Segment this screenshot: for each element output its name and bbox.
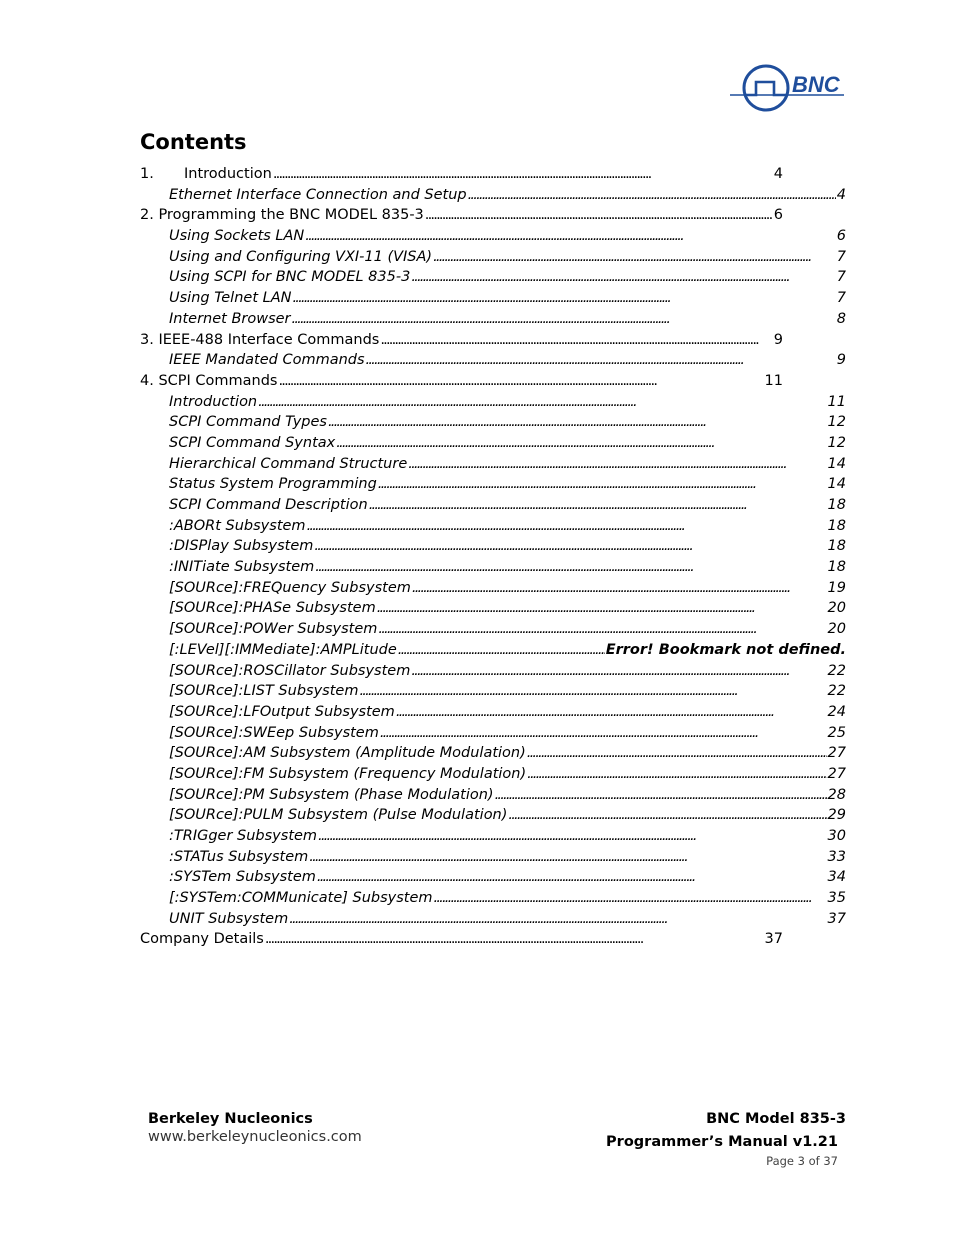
toc-leader-dots: [307, 516, 827, 537]
toc-entry-page: 11: [827, 393, 846, 410]
toc-leader-dots: [359, 681, 826, 702]
toc-entry-title: [SOURce]:LFOutput Subsystem: [169, 703, 395, 720]
toc-leader-dots: [434, 888, 827, 909]
toc-leader-dots: [317, 867, 827, 888]
toc-entry[interactable]: [140, 433, 846, 454]
toc-entry-page: 34: [827, 869, 846, 886]
toc-entry-title: Using and Configuring VXI-11 (VISA): [169, 248, 433, 265]
toc-entry[interactable]: [140, 247, 846, 268]
toc-leader-dots: [396, 702, 827, 723]
toc-entry-page: 20: [827, 621, 846, 638]
toc-entry[interactable]: [140, 661, 846, 682]
toc-leader-dots: [433, 247, 836, 268]
toc-entry-title: :INITiate Subsystem: [169, 559, 315, 576]
toc-entry-page: 28: [827, 786, 846, 803]
footer-page-number: Page 3 of 37: [766, 1154, 838, 1168]
toc-entry-title: [SOURce]:PULM Subsystem (Pulse Modulation): [169, 807, 508, 824]
toc-entry[interactable]: [140, 619, 846, 640]
toc-entry-page: 12: [827, 434, 846, 451]
toc-entry-page: 29: [827, 807, 846, 824]
toc-entry-page: 7: [836, 269, 846, 286]
toc-entry-title: SCPI Command Description: [169, 497, 368, 513]
toc-entry[interactable]: [140, 185, 846, 206]
toc-entry-page: 7: [836, 290, 846, 307]
toc-leader-dots: [318, 826, 827, 847]
toc-entry[interactable]: [140, 495, 846, 516]
footer-url[interactable]: www.berkeleynucleonics.com: [148, 1129, 362, 1145]
toc-leader-dots: [328, 412, 827, 433]
toc-leader-dots: [425, 205, 773, 226]
toc-entry-page: 30: [827, 828, 846, 844]
toc-entry-number: 1.: [140, 166, 154, 182]
toc-entry-page: 6: [836, 228, 846, 245]
toc-leader-dots: [278, 371, 763, 392]
toc-entry-page: 37: [827, 910, 846, 927]
toc-entry-title: [:LEVel][:IMMediate]:AMPLitude: [169, 641, 397, 658]
toc-entry[interactable]: [140, 578, 846, 599]
toc-entry[interactable]: [140, 847, 846, 868]
toc-leader-dots: [377, 598, 827, 619]
toc-entry-title: SCPI Command Syntax: [169, 434, 336, 451]
toc-entry-title: [SOURce]:FREQuency Subsystem: [169, 579, 411, 596]
toc-entry-page: 33: [827, 848, 846, 865]
toc-entry[interactable]: [140, 785, 846, 806]
toc-leader-dots: [314, 536, 826, 557]
toc-entry-error: Error! Bookmark not defined.: [605, 641, 846, 658]
toc-entry[interactable]: [140, 309, 846, 330]
toc-entry-title: Internet Browser: [169, 310, 291, 327]
toc-entry-title: Hierarchical Command Structure: [169, 455, 408, 472]
toc-leader-dots: [408, 454, 826, 475]
toc-leader-dots: [292, 309, 836, 330]
toc-leader-dots: [398, 640, 605, 661]
toc-entry-page: 18: [827, 517, 846, 534]
toc-entry[interactable]: [140, 288, 846, 309]
toc-entry[interactable]: [140, 536, 846, 557]
toc-entry[interactable]: [140, 371, 783, 392]
toc-leader-dots: [309, 847, 826, 868]
page-title: Contents: [140, 130, 247, 154]
toc-entry-title: :TRIGger Subsystem: [169, 828, 318, 844]
toc-entry-page: 20: [827, 600, 846, 617]
toc-entry[interactable]: [140, 640, 846, 661]
toc-entry[interactable]: [140, 598, 846, 619]
toc-entry-title: [SOURce]:POWer Subsystem: [169, 621, 378, 638]
toc-entry-page: 12: [827, 414, 846, 431]
toc-leader-dots: [411, 661, 826, 682]
toc-entry-page: 19: [827, 579, 846, 596]
toc-entry-title: 3. IEEE-488 Interface Commands: [140, 331, 380, 348]
toc-entry-title: [:SYSTem:COMMunicate] Subsystem: [169, 890, 433, 907]
toc-entry[interactable]: [140, 557, 846, 578]
toc-entry-title: IEEE Mandated Commands: [169, 352, 365, 369]
toc-entry-title: [SOURce]:AM Subsystem (Amplitude Modulation): [169, 745, 526, 762]
toc-entry-title: Using Sockets LAN: [169, 228, 305, 245]
toc-entry[interactable]: [140, 826, 846, 847]
toc-entry[interactable]: [140, 764, 846, 785]
toc-entry[interactable]: [140, 454, 846, 475]
toc-entry[interactable]: [140, 267, 846, 288]
toc-leader-dots: [336, 433, 826, 454]
toc-leader-dots: [468, 185, 836, 206]
toc-leader-dots: [366, 350, 836, 371]
toc-leader-dots: [289, 909, 826, 930]
toc-entry-page: 11: [764, 372, 783, 389]
toc-entry[interactable]: [140, 888, 846, 909]
toc-leader-dots: [273, 164, 773, 185]
toc-entry-page: 18: [827, 559, 846, 576]
toc-entry-page: 4: [836, 186, 846, 203]
toc-entry-page: 24: [827, 703, 846, 720]
toc-entry-page: 14: [827, 455, 846, 472]
toc-entry-page: 4: [773, 166, 783, 182]
toc-leader-dots: [292, 288, 835, 309]
toc-leader-dots: [495, 785, 827, 806]
toc-entry-title: 2. Programming the BNC MODEL 835-3: [140, 207, 424, 224]
toc-entry-title: [SOURce]:ROSCillator Subsystem: [169, 662, 411, 679]
toc-entry-page: 14: [827, 476, 846, 493]
toc-leader-dots: [315, 557, 826, 578]
toc-entry-title: :DISPlay Subsystem: [169, 538, 314, 555]
toc-entry-title: :ABORt Subsystem: [169, 517, 306, 534]
toc-entry-page: 27: [827, 745, 846, 762]
logo-text: BNC: [792, 72, 840, 97]
toc-entry-title: Introduction: [169, 393, 258, 410]
footer-manual: Programmer’s Manual v1.21: [606, 1134, 838, 1150]
toc-leader-dots: [378, 619, 826, 640]
toc-entry-page: 37: [764, 931, 783, 948]
table-of-contents: [140, 164, 846, 950]
toc-leader-dots: [380, 330, 772, 351]
toc-entry[interactable]: [140, 867, 846, 888]
toc-entry[interactable]: [140, 350, 846, 371]
toc-leader-dots: [527, 764, 826, 785]
toc-entry[interactable]: [140, 743, 846, 764]
toc-entry[interactable]: [140, 164, 783, 185]
toc-leader-dots: [527, 743, 827, 764]
toc-entry-title: Ethernet Interface Connection and Setup: [169, 186, 467, 203]
toc-entry[interactable]: [140, 805, 846, 826]
toc-entry-title: SCPI Command Types: [169, 414, 327, 431]
toc-entry[interactable]: [140, 723, 846, 744]
toc-entry[interactable]: [140, 226, 846, 247]
toc-entry-title: Using SCPI for BNC MODEL 835-3: [169, 269, 411, 286]
toc-entry-page: 25: [827, 724, 846, 741]
toc-leader-dots: [380, 723, 827, 744]
toc-entry-page: 18: [827, 497, 846, 513]
toc-entry[interactable]: [140, 929, 783, 950]
toc-entry-page: 9: [773, 331, 783, 348]
toc-entry-title: Introduction: [184, 166, 272, 182]
toc-leader-dots: [411, 267, 835, 288]
toc-entry-title: :SYSTem Subsystem: [169, 869, 316, 886]
toc-leader-dots: [265, 929, 764, 950]
footer-model: BNC Model 835-3: [706, 1111, 846, 1127]
toc-entry-page: 35: [827, 890, 846, 907]
toc-entry[interactable]: [140, 412, 846, 433]
toc-entry-title: :STATus Subsystem: [169, 848, 309, 865]
toc-entry[interactable]: [140, 392, 846, 413]
toc-entry[interactable]: [140, 909, 846, 930]
toc-leader-dots: [508, 805, 826, 826]
toc-entry[interactable]: [140, 474, 846, 495]
toc-leader-dots: [305, 226, 836, 247]
toc-entry-title: Company Details: [140, 931, 264, 948]
toc-leader-dots: [412, 578, 827, 599]
toc-entry-page: 7: [836, 248, 846, 265]
toc-entry-page: 22: [827, 662, 846, 679]
toc-entry[interactable]: [140, 205, 783, 226]
toc-entry[interactable]: [140, 702, 846, 723]
toc-entry[interactable]: [140, 516, 846, 537]
toc-entry-title: [SOURce]:SWEep Subsystem: [169, 724, 379, 741]
toc-leader-dots: [378, 474, 827, 495]
toc-entry-page: 18: [827, 538, 846, 555]
toc-entry-page: 22: [827, 683, 846, 700]
toc-entry[interactable]: [140, 330, 783, 351]
toc-entry-title: Using Telnet LAN: [169, 290, 292, 307]
toc-leader-dots: [369, 495, 827, 516]
toc-entry-title: [SOURce]:PHASe Subsystem: [169, 600, 376, 617]
footer-right: [606, 1110, 846, 1167]
toc-entry-title: [SOURce]:PM Subsystem (Phase Modulation): [169, 786, 494, 803]
toc-entry-title: 4. SCPI Commands: [140, 372, 278, 389]
toc-entry-page: 6: [773, 207, 783, 224]
toc-entry-page: 27: [827, 765, 846, 782]
toc-entry-title: UNIT Subsystem: [169, 910, 289, 927]
toc-entry-title: Status System Programming: [169, 476, 377, 493]
footer-left: [148, 1110, 362, 1146]
footer-company: Berkeley Nucleonics: [148, 1111, 313, 1127]
toc-entry-title: [SOURce]:FM Subsystem (Frequency Modulation): [169, 765, 527, 782]
toc-entry-title: [SOURce]:LIST Subsystem: [169, 683, 359, 700]
toc-entry-page: 8: [836, 310, 846, 327]
toc-leader-dots: [258, 392, 826, 413]
toc-entry[interactable]: [140, 681, 846, 702]
bnc-logo: [728, 62, 848, 114]
toc-entry-page: 9: [836, 352, 846, 369]
